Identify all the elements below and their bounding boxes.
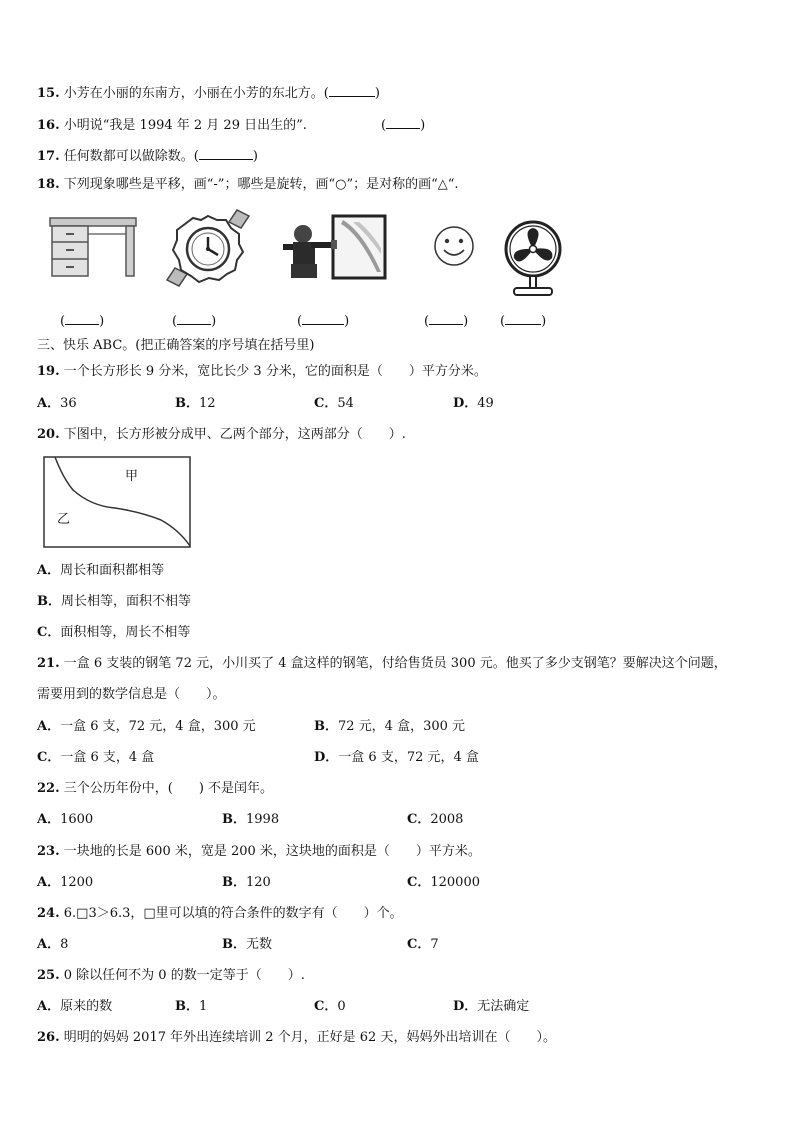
- question-20: 20. 下图中，长方形被分成甲、乙两个部分，这两部分（ ）.: [37, 427, 406, 442]
- q18-answer-2: ( ): [172, 314, 217, 329]
- q23-option-a[interactable]: A．1200: [37, 875, 94, 890]
- desk-icon: [48, 214, 140, 280]
- q23-option-b[interactable]: B．120: [222, 875, 271, 890]
- q24-option-a[interactable]: A．8: [37, 937, 69, 952]
- q20-rectangle-figure: [43, 456, 191, 548]
- question-21: 21. 一盒 6 支装的钢笔 72 元，小川买了 4 盒这样的钢笔，付给售货员 300 元。他买了多少支钢笔？要解决这个问题，: [37, 656, 727, 671]
- answer-blank[interactable]: [429, 312, 463, 325]
- q20-option-b[interactable]: B．周长相等，面积不相等: [37, 594, 192, 609]
- watch-icon: [165, 208, 251, 288]
- q24-option-c[interactable]: C．7: [407, 937, 439, 952]
- q22-option-a[interactable]: A．1600: [37, 812, 94, 827]
- q21-option-b[interactable]: B．72 元，4 盒，300 元: [314, 719, 466, 734]
- rectangle-divided-figure: [43, 456, 191, 548]
- q18-answer-3: ( ): [297, 314, 350, 329]
- q20-option-a[interactable]: A．周长和面积都相等: [37, 563, 165, 578]
- q18-answer-4: ( ): [424, 314, 469, 329]
- answer-blank[interactable]: [65, 312, 99, 325]
- person-pushing-window-icon: [281, 214, 389, 280]
- label-yi: 乙: [57, 512, 71, 527]
- q22-option-b[interactable]: B．1998: [222, 812, 280, 827]
- q19-option-d[interactable]: D．49: [453, 396, 494, 411]
- answer-blank[interactable]: [329, 84, 375, 97]
- q18-answer-1: ( ): [60, 314, 105, 329]
- answer-blank[interactable]: [505, 312, 541, 325]
- question-22: 22. 三个公历年份中，( ) 不是闰年。: [37, 781, 274, 796]
- q20-option-c[interactable]: C．面积相等，周长不相等: [37, 625, 191, 640]
- question-21-line-2: 需要用到的数学信息是（ ）。: [37, 687, 226, 702]
- q23-option-c[interactable]: C．120000: [407, 875, 480, 890]
- answer-blank[interactable]: [386, 116, 420, 129]
- question-25: 25. 0 除以任何不为 0 的数一定等于（ ）.: [37, 968, 305, 983]
- q25-option-b[interactable]: B．1: [175, 999, 208, 1014]
- label-jia: 甲: [125, 469, 139, 484]
- q25-option-a[interactable]: A．原来的数: [37, 999, 113, 1014]
- q19-option-c[interactable]: C．54: [314, 396, 354, 411]
- q22-option-c[interactable]: C．2008: [407, 812, 464, 827]
- question-26: 26. 明明的妈妈 2017 年外出连续培训 2 个月，正好是 62 天，妈妈外出培训在（ ）。: [37, 1030, 556, 1045]
- q24-option-b[interactable]: B．无数: [222, 937, 273, 952]
- question-18: 18. 下列现象哪些是平移，画“-”；哪些是旋转，画“○”；是对称的画“△“.: [37, 177, 459, 192]
- q21-option-c[interactable]: C．一盒 6 支，4 盒: [37, 750, 155, 765]
- question-17: 17. 任何数都可以做除数。( ): [37, 149, 258, 164]
- question-24: 24. 6.□3＞6.3，□里可以填的符合条件的数字有（ ）个。: [37, 906, 403, 921]
- smiley-face-icon: [432, 224, 476, 268]
- question-23: 23. 一块地的长是 600 米，宽是 200 米，这块地的面积是（ ）平方米。: [37, 844, 481, 859]
- q25-option-d[interactable]: D．无法确定: [453, 999, 530, 1014]
- electric-fan-icon: [500, 218, 566, 298]
- question-16: 16. 小明说“我是 1994 年 2 月 29 日出生的”. ( ): [37, 118, 426, 133]
- answer-blank[interactable]: [177, 312, 211, 325]
- section-3-heading: 三、快乐 ABC。(把正确答案的序号填在括号里): [37, 338, 315, 353]
- question-15: 15. 小芳在小丽的东南方，小丽在小芳的东北方。( ): [37, 86, 380, 101]
- q21-option-d[interactable]: D．一盒 6 支，72 元，4 盒: [314, 750, 479, 765]
- answer-blank[interactable]: [199, 147, 253, 160]
- answer-blank[interactable]: [302, 312, 344, 325]
- q25-option-c[interactable]: C．0: [314, 999, 346, 1014]
- q18-answer-5: ( ): [500, 314, 547, 329]
- q21-option-a[interactable]: A．一盒 6 支，72 元，4 盒，300 元: [37, 719, 256, 734]
- q19-option-b[interactable]: B．12: [175, 396, 216, 411]
- q19-option-a[interactable]: A．36: [37, 396, 77, 411]
- question-19: 19. 一个长方形长 9 分米，宽比长少 3 分米，它的面积是（ ）平方分米。: [37, 364, 487, 379]
